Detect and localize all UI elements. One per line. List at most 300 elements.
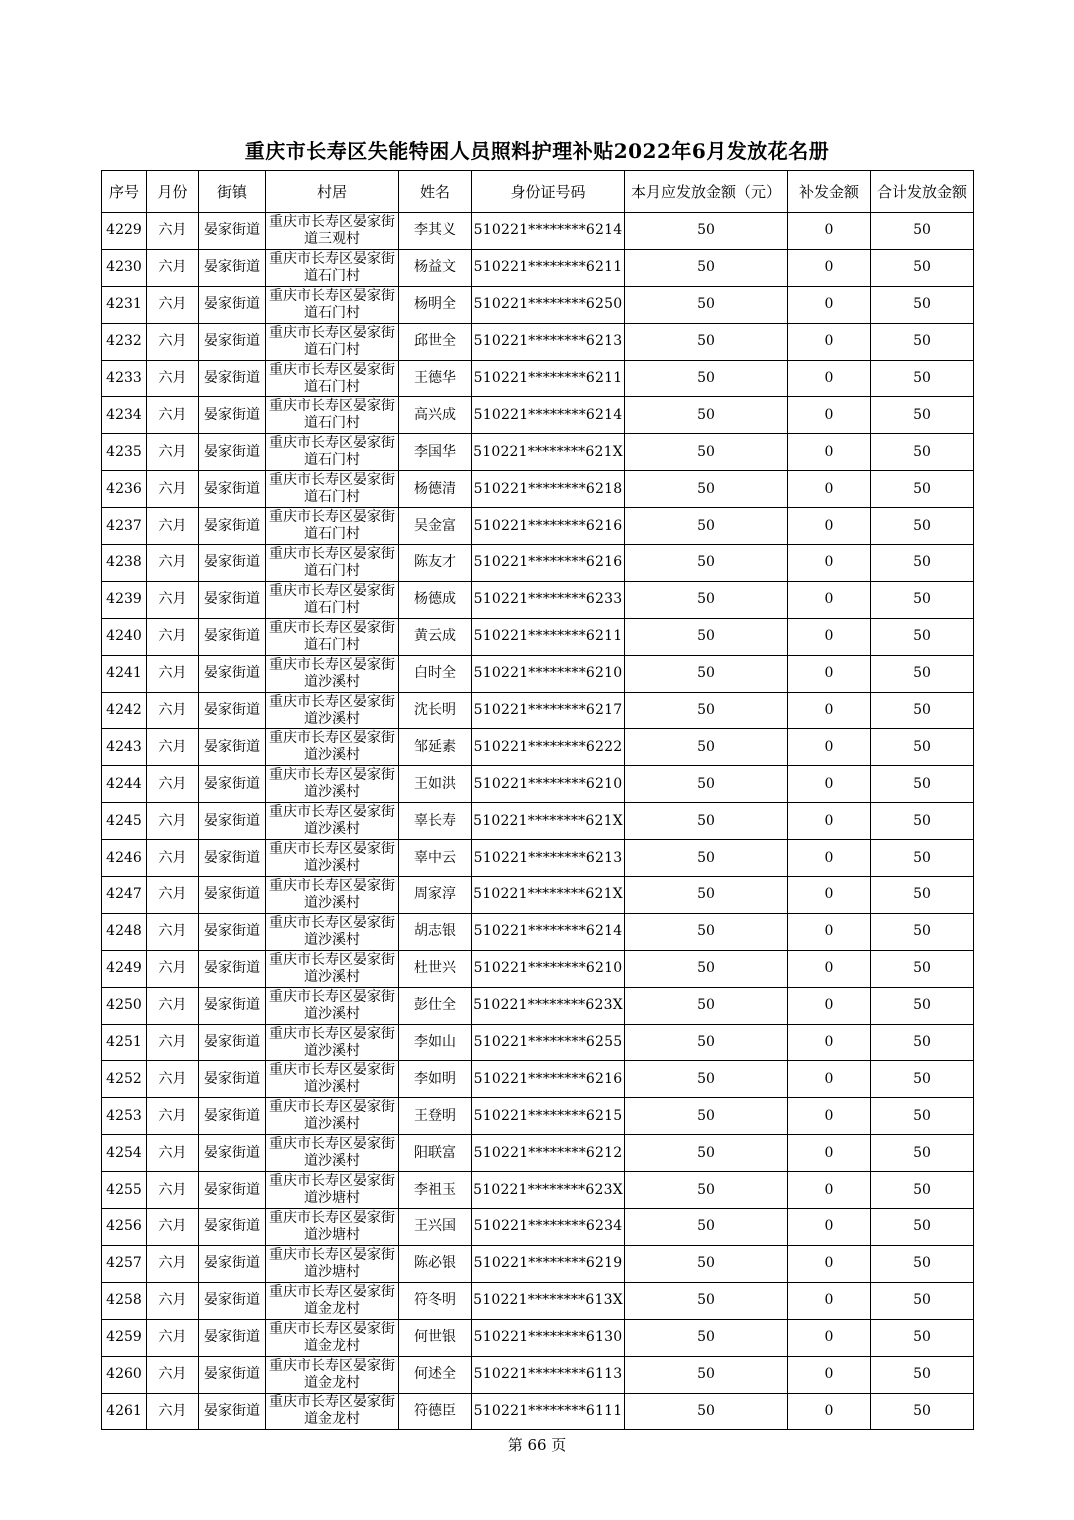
cell-amount-due: 50: [625, 692, 788, 729]
table-row: [102, 877, 974, 914]
table-row: [102, 545, 974, 582]
cell-total: 50: [871, 766, 974, 803]
table-row: [102, 1282, 974, 1319]
cell-month: 六月: [147, 1356, 199, 1393]
cell-name: 何世银: [399, 1319, 472, 1356]
cell-name: 陈必银: [399, 1245, 472, 1282]
cell-village: 重庆市长寿区晏家街道沙溪村: [266, 913, 399, 950]
cell-total: 50: [871, 950, 974, 987]
cell-town: 晏家街道: [199, 1024, 266, 1061]
cell-total: 50: [871, 249, 974, 286]
cell-village: 重庆市长寿区晏家街道沙塘村: [266, 1245, 399, 1282]
table-row: [102, 471, 974, 508]
cell-id-number: 510221********621X: [472, 434, 625, 471]
cell-amount-due: 50: [625, 471, 788, 508]
cell-village: 重庆市长寿区晏家街道沙溪村: [266, 655, 399, 692]
cell-month: 六月: [147, 618, 199, 655]
cell-amount-due: 50: [625, 618, 788, 655]
cell-month: 六月: [147, 1098, 199, 1135]
cell-name: 白时全: [399, 655, 472, 692]
cell-id-number: 510221********6216: [472, 508, 625, 545]
cell-supplementary: 0: [788, 1061, 871, 1098]
cell-total: 50: [871, 323, 974, 360]
cell-serial: 4230: [102, 249, 147, 286]
cell-town: 晏家街道: [199, 360, 266, 397]
cell-amount-due: 50: [625, 360, 788, 397]
table-row: [102, 1356, 974, 1393]
cell-serial: 4250: [102, 987, 147, 1024]
cell-name: 符德臣: [399, 1393, 472, 1430]
cell-total: 50: [871, 913, 974, 950]
cell-amount-due: 50: [625, 803, 788, 840]
cell-supplementary: 0: [788, 323, 871, 360]
cell-month: 六月: [147, 1061, 199, 1098]
cell-town: 晏家街道: [199, 1282, 266, 1319]
cell-id-number: 510221********6213: [472, 323, 625, 360]
cell-supplementary: 0: [788, 655, 871, 692]
cell-supplementary: 0: [788, 286, 871, 323]
cell-serial: 4232: [102, 323, 147, 360]
cell-id-number: 510221********6130: [472, 1319, 625, 1356]
header-village: 村居: [266, 171, 399, 213]
cell-supplementary: 0: [788, 913, 871, 950]
cell-town: 晏家街道: [199, 397, 266, 434]
cell-month: 六月: [147, 913, 199, 950]
cell-village: 重庆市长寿区晏家街道石门村: [266, 323, 399, 360]
cell-total: 50: [871, 360, 974, 397]
cell-name: 杨明全: [399, 286, 472, 323]
cell-total: 50: [871, 1319, 974, 1356]
cell-id-number: 510221********623X: [472, 1172, 625, 1209]
header-serial: 序号: [102, 171, 147, 213]
cell-name: 李如明: [399, 1061, 472, 1098]
cell-id-number: 510221********6219: [472, 1245, 625, 1282]
cell-village: 重庆市长寿区晏家街道沙溪村: [266, 1024, 399, 1061]
cell-id-number: 510221********621X: [472, 803, 625, 840]
table-row: [102, 213, 974, 250]
table-header-row: [102, 171, 974, 213]
cell-supplementary: 0: [788, 1393, 871, 1430]
table-row: [102, 1393, 974, 1430]
cell-name: 周家淳: [399, 877, 472, 914]
cell-amount-due: 50: [625, 1356, 788, 1393]
cell-village: 重庆市长寿区晏家街道金龙村: [266, 1319, 399, 1356]
cell-month: 六月: [147, 803, 199, 840]
cell-total: 50: [871, 1024, 974, 1061]
cell-serial: 4248: [102, 913, 147, 950]
cell-month: 六月: [147, 950, 199, 987]
cell-town: 晏家街道: [199, 1393, 266, 1430]
cell-month: 六月: [147, 840, 199, 877]
cell-supplementary: 0: [788, 1245, 871, 1282]
cell-town: 晏家街道: [199, 692, 266, 729]
table-row: [102, 434, 974, 471]
cell-total: 50: [871, 286, 974, 323]
cell-month: 六月: [147, 471, 199, 508]
cell-town: 晏家街道: [199, 877, 266, 914]
cell-name: 邱世全: [399, 323, 472, 360]
cell-total: 50: [871, 987, 974, 1024]
cell-name: 杨德成: [399, 581, 472, 618]
cell-id-number: 510221********6216: [472, 1061, 625, 1098]
table-row: [102, 1245, 974, 1282]
cell-serial: 4255: [102, 1172, 147, 1209]
cell-month: 六月: [147, 397, 199, 434]
cell-amount-due: 50: [625, 766, 788, 803]
cell-amount-due: 50: [625, 1098, 788, 1135]
cell-id-number: 510221********6113: [472, 1356, 625, 1393]
cell-supplementary: 0: [788, 434, 871, 471]
cell-id-number: 510221********6213: [472, 840, 625, 877]
cell-village: 重庆市长寿区晏家街道石门村: [266, 545, 399, 582]
cell-id-number: 510221********6255: [472, 1024, 625, 1061]
cell-total: 50: [871, 471, 974, 508]
cell-amount-due: 50: [625, 581, 788, 618]
cell-month: 六月: [147, 1172, 199, 1209]
cell-supplementary: 0: [788, 1024, 871, 1061]
cell-amount-due: 50: [625, 1245, 788, 1282]
cell-name: 王德华: [399, 360, 472, 397]
cell-name: 王兴国: [399, 1209, 472, 1246]
table-row: [102, 618, 974, 655]
cell-amount-due: 50: [625, 877, 788, 914]
cell-serial: 4246: [102, 840, 147, 877]
cell-town: 晏家街道: [199, 840, 266, 877]
cell-town: 晏家街道: [199, 950, 266, 987]
cell-name: 李如山: [399, 1024, 472, 1061]
cell-name: 高兴成: [399, 397, 472, 434]
cell-amount-due: 50: [625, 1393, 788, 1430]
cell-month: 六月: [147, 360, 199, 397]
table-row: [102, 1024, 974, 1061]
cell-amount-due: 50: [625, 1282, 788, 1319]
cell-village: 重庆市长寿区晏家街道沙溪村: [266, 766, 399, 803]
cell-name: 吴金富: [399, 508, 472, 545]
cell-amount-due: 50: [625, 508, 788, 545]
cell-serial: 4244: [102, 766, 147, 803]
table-row: [102, 913, 974, 950]
header-name: 姓名: [399, 171, 472, 213]
cell-town: 晏家街道: [199, 249, 266, 286]
cell-town: 晏家街道: [199, 213, 266, 250]
cell-month: 六月: [147, 508, 199, 545]
cell-month: 六月: [147, 323, 199, 360]
cell-month: 六月: [147, 213, 199, 250]
cell-serial: 4241: [102, 655, 147, 692]
cell-month: 六月: [147, 1245, 199, 1282]
cell-amount-due: 50: [625, 213, 788, 250]
table-row: [102, 1172, 974, 1209]
cell-total: 50: [871, 1282, 974, 1319]
cell-village: 重庆市长寿区晏家街道石门村: [266, 360, 399, 397]
cell-amount-due: 50: [625, 950, 788, 987]
cell-village: 重庆市长寿区晏家街道石门村: [266, 397, 399, 434]
cell-total: 50: [871, 1209, 974, 1246]
cell-town: 晏家街道: [199, 1209, 266, 1246]
header-supplementary: 补发金额: [788, 171, 871, 213]
cell-serial: 4236: [102, 471, 147, 508]
table-row: [102, 1135, 974, 1172]
cell-serial: 4261: [102, 1393, 147, 1430]
cell-month: 六月: [147, 1282, 199, 1319]
cell-name: 杨德清: [399, 471, 472, 508]
cell-id-number: 510221********6215: [472, 1098, 625, 1135]
table-row: [102, 803, 974, 840]
cell-amount-due: 50: [625, 840, 788, 877]
cell-village: 重庆市长寿区晏家街道沙溪村: [266, 987, 399, 1024]
cell-id-number: 510221********613X: [472, 1282, 625, 1319]
cell-id-number: 510221********6111: [472, 1393, 625, 1430]
cell-serial: 4247: [102, 877, 147, 914]
cell-total: 50: [871, 508, 974, 545]
cell-total: 50: [871, 729, 974, 766]
cell-serial: 4237: [102, 508, 147, 545]
cell-month: 六月: [147, 581, 199, 618]
cell-amount-due: 50: [625, 655, 788, 692]
cell-total: 50: [871, 1135, 974, 1172]
cell-id-number: 510221********6214: [472, 397, 625, 434]
cell-id-number: 510221********6222: [472, 729, 625, 766]
cell-id-number: 510221********6214: [472, 913, 625, 950]
cell-amount-due: 50: [625, 987, 788, 1024]
cell-village: 重庆市长寿区晏家街道石门村: [266, 434, 399, 471]
cell-village: 重庆市长寿区晏家街道石门村: [266, 508, 399, 545]
cell-amount-due: 50: [625, 323, 788, 360]
cell-month: 六月: [147, 655, 199, 692]
cell-total: 50: [871, 877, 974, 914]
cell-serial: 4254: [102, 1135, 147, 1172]
cell-id-number: 510221********6218: [472, 471, 625, 508]
table-row: [102, 729, 974, 766]
cell-month: 六月: [147, 1135, 199, 1172]
cell-supplementary: 0: [788, 729, 871, 766]
cell-supplementary: 0: [788, 950, 871, 987]
cell-serial: 4229: [102, 213, 147, 250]
cell-village: 重庆市长寿区晏家街道沙溪村: [266, 1061, 399, 1098]
cell-town: 晏家街道: [199, 913, 266, 950]
cell-serial: 4256: [102, 1209, 147, 1246]
cell-name: 陈友才: [399, 545, 472, 582]
cell-supplementary: 0: [788, 545, 871, 582]
cell-serial: 4231: [102, 286, 147, 323]
cell-name: 杨益文: [399, 249, 472, 286]
cell-name: 王登明: [399, 1098, 472, 1135]
table-row: [102, 249, 974, 286]
cell-village: 重庆市长寿区晏家街道石门村: [266, 286, 399, 323]
cell-amount-due: 50: [625, 286, 788, 323]
header-month: 月份: [147, 171, 199, 213]
cell-serial: 4245: [102, 803, 147, 840]
cell-id-number: 510221********621X: [472, 877, 625, 914]
cell-town: 晏家街道: [199, 618, 266, 655]
cell-month: 六月: [147, 1393, 199, 1430]
cell-total: 50: [871, 545, 974, 582]
cell-amount-due: 50: [625, 913, 788, 950]
cell-serial: 4243: [102, 729, 147, 766]
cell-serial: 4252: [102, 1061, 147, 1098]
cell-amount-due: 50: [625, 545, 788, 582]
cell-supplementary: 0: [788, 1209, 871, 1246]
cell-village: 重庆市长寿区晏家街道沙溪村: [266, 877, 399, 914]
cell-id-number: 510221********6234: [472, 1209, 625, 1246]
cell-village: 重庆市长寿区晏家街道沙溪村: [266, 692, 399, 729]
cell-supplementary: 0: [788, 987, 871, 1024]
cell-id-number: 510221********6217: [472, 692, 625, 729]
cell-id-number: 510221********6210: [472, 655, 625, 692]
document-title: 重庆市长寿区失能特困人员照料护理补贴2022年6月发放花名册: [244, 139, 830, 163]
cell-village: 重庆市长寿区晏家街道金龙村: [266, 1282, 399, 1319]
table-row: [102, 581, 974, 618]
cell-village: 重庆市长寿区晏家街道沙溪村: [266, 803, 399, 840]
cell-serial: 4253: [102, 1098, 147, 1135]
cell-supplementary: 0: [788, 360, 871, 397]
cell-id-number: 510221********6211: [472, 618, 625, 655]
cell-id-number: 510221********6210: [472, 766, 625, 803]
table-row: [102, 950, 974, 987]
cell-name: 沈长明: [399, 692, 472, 729]
cell-id-number: 510221********6210: [472, 950, 625, 987]
cell-village: 重庆市长寿区晏家街道沙溪村: [266, 1098, 399, 1135]
header-total: 合计发放金额: [871, 171, 974, 213]
cell-name: 辜长寿: [399, 803, 472, 840]
cell-amount-due: 50: [625, 729, 788, 766]
cell-serial: 4258: [102, 1282, 147, 1319]
cell-village: 重庆市长寿区晏家街道沙溪村: [266, 729, 399, 766]
table-row: [102, 286, 974, 323]
cell-name: 李祖玉: [399, 1172, 472, 1209]
table-row: [102, 397, 974, 434]
table-row: [102, 840, 974, 877]
cell-village: 重庆市长寿区晏家街道金龙村: [266, 1356, 399, 1393]
cell-month: 六月: [147, 987, 199, 1024]
cell-name: 彭仕全: [399, 987, 472, 1024]
cell-supplementary: 0: [788, 1098, 871, 1135]
cell-name: 王如洪: [399, 766, 472, 803]
cell-serial: 4260: [102, 1356, 147, 1393]
cell-supplementary: 0: [788, 1356, 871, 1393]
cell-supplementary: 0: [788, 803, 871, 840]
cell-serial: 4240: [102, 618, 147, 655]
table-row: [102, 1319, 974, 1356]
cell-amount-due: 50: [625, 249, 788, 286]
cell-total: 50: [871, 1172, 974, 1209]
cell-serial: 4238: [102, 545, 147, 582]
header-town: 街镇: [199, 171, 266, 213]
cell-month: 六月: [147, 1319, 199, 1356]
cell-id-number: 510221********6211: [472, 360, 625, 397]
roster-table: [101, 170, 974, 1430]
cell-town: 晏家街道: [199, 803, 266, 840]
cell-id-number: 510221********6212: [472, 1135, 625, 1172]
table-row: [102, 1209, 974, 1246]
cell-name: 阳联富: [399, 1135, 472, 1172]
cell-town: 晏家街道: [199, 434, 266, 471]
cell-month: 六月: [147, 545, 199, 582]
cell-amount-due: 50: [625, 1061, 788, 1098]
cell-town: 晏家街道: [199, 1172, 266, 1209]
cell-total: 50: [871, 397, 974, 434]
cell-name: 黄云成: [399, 618, 472, 655]
cell-month: 六月: [147, 286, 199, 323]
cell-town: 晏家街道: [199, 1245, 266, 1282]
cell-town: 晏家街道: [199, 1319, 266, 1356]
cell-serial: 4234: [102, 397, 147, 434]
cell-name: 邹延素: [399, 729, 472, 766]
cell-serial: 4235: [102, 434, 147, 471]
header-id-number: 身份证号码: [472, 171, 625, 213]
cell-total: 50: [871, 434, 974, 471]
cell-supplementary: 0: [788, 213, 871, 250]
table-row: [102, 655, 974, 692]
cell-month: 六月: [147, 434, 199, 471]
table-row: [102, 1098, 974, 1135]
cell-month: 六月: [147, 766, 199, 803]
cell-amount-due: 50: [625, 1319, 788, 1356]
cell-name: 李其义: [399, 213, 472, 250]
cell-amount-due: 50: [625, 397, 788, 434]
cell-total: 50: [871, 655, 974, 692]
cell-amount-due: 50: [625, 1024, 788, 1061]
cell-id-number: 510221********6214: [472, 213, 625, 250]
cell-serial: 4242: [102, 692, 147, 729]
table-row: [102, 360, 974, 397]
cell-total: 50: [871, 1061, 974, 1098]
table-row: [102, 323, 974, 360]
cell-supplementary: 0: [788, 471, 871, 508]
cell-town: 晏家街道: [199, 323, 266, 360]
cell-town: 晏家街道: [199, 655, 266, 692]
table-row: [102, 987, 974, 1024]
cell-town: 晏家街道: [199, 987, 266, 1024]
cell-serial: 4233: [102, 360, 147, 397]
cell-town: 晏家街道: [199, 729, 266, 766]
cell-supplementary: 0: [788, 249, 871, 286]
table-row: [102, 1061, 974, 1098]
cell-village: 重庆市长寿区晏家街道石门村: [266, 618, 399, 655]
cell-supplementary: 0: [788, 1319, 871, 1356]
cell-supplementary: 0: [788, 692, 871, 729]
cell-amount-due: 50: [625, 1209, 788, 1246]
cell-village: 重庆市长寿区晏家街道沙塘村: [266, 1209, 399, 1246]
cell-total: 50: [871, 213, 974, 250]
cell-month: 六月: [147, 877, 199, 914]
cell-village: 重庆市长寿区晏家街道三观村: [266, 213, 399, 250]
cell-serial: 4257: [102, 1245, 147, 1282]
cell-village: 重庆市长寿区晏家街道沙塘村: [266, 1172, 399, 1209]
cell-village: 重庆市长寿区晏家街道石门村: [266, 249, 399, 286]
cell-id-number: 510221********623X: [472, 987, 625, 1024]
cell-supplementary: 0: [788, 508, 871, 545]
cell-supplementary: 0: [788, 877, 871, 914]
cell-town: 晏家街道: [199, 1356, 266, 1393]
cell-amount-due: 50: [625, 1135, 788, 1172]
cell-supplementary: 0: [788, 840, 871, 877]
cell-village: 重庆市长寿区晏家街道石门村: [266, 471, 399, 508]
cell-total: 50: [871, 1245, 974, 1282]
cell-id-number: 510221********6216: [472, 545, 625, 582]
cell-total: 50: [871, 1356, 974, 1393]
cell-id-number: 510221********6233: [472, 581, 625, 618]
cell-name: 李国华: [399, 434, 472, 471]
cell-month: 六月: [147, 692, 199, 729]
cell-id-number: 510221********6250: [472, 286, 625, 323]
cell-supplementary: 0: [788, 1282, 871, 1319]
cell-village: 重庆市长寿区晏家街道沙溪村: [266, 1135, 399, 1172]
cell-serial: 4251: [102, 1024, 147, 1061]
cell-town: 晏家街道: [199, 545, 266, 582]
header-amount-due: 本月应发放金额（元）: [625, 171, 788, 213]
cell-supplementary: 0: [788, 581, 871, 618]
